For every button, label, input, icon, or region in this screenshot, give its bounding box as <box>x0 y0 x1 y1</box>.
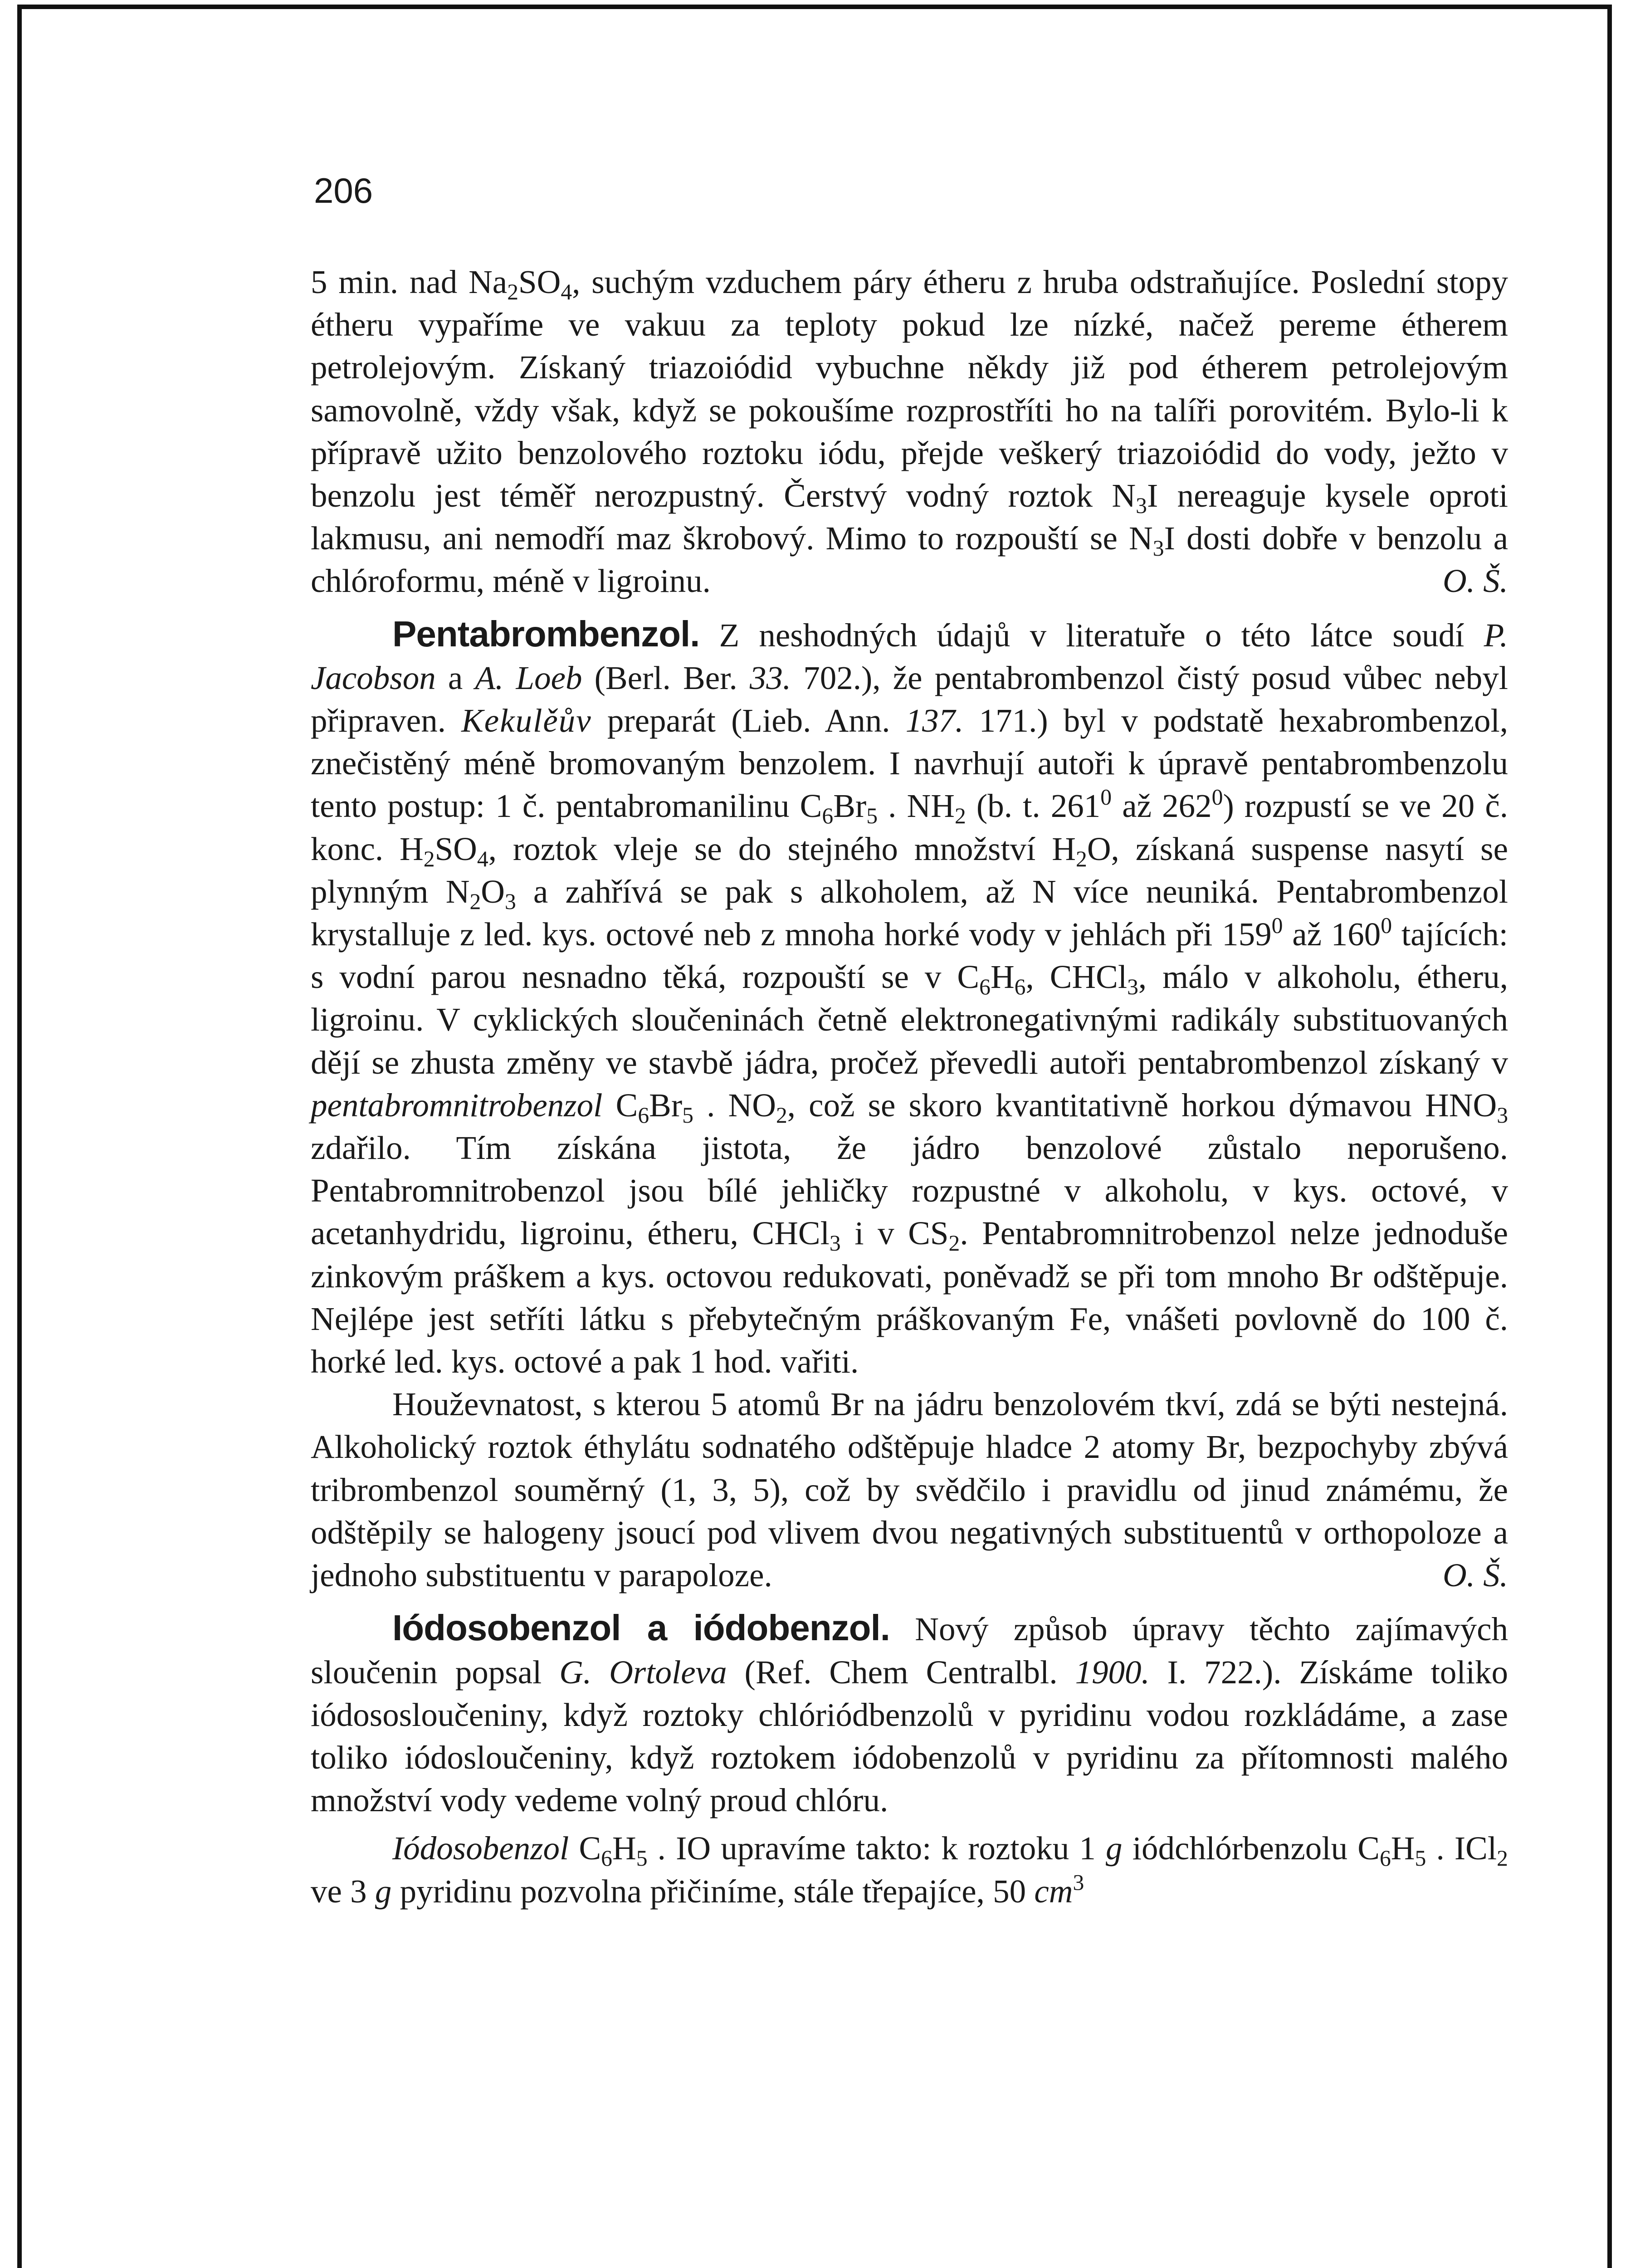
author-signature: O. Š. <box>1443 1557 1508 1594</box>
compound-name: Iódosobenzol <box>392 1830 569 1867</box>
paragraph-triazoiodid: 5 min. nad $Na_2SO_4$, suchým vzduchem páry étheru z hruba odstraňujíce. Poslední stopy étheru vypaříme ve vakuu za teploty pokud lze nízké, načež pereme étherem petrolejovým. Získaný triazoiódid vybuchne někdy již pod étherem petrolejovým samovolně, vždy však, když se pokoušíme rozprostříti ho na talíři porovitém. Bylo-li k přípravě užito benzolového roztoku iódu, přejde veškerý triazoiódid do vody, ježto v benzolu jest téměř nerozpustný. Čerstvý vodný roztok $N_3I$ nereaguje kysele oproti lakmusu, ani nemodří maz škrobový. Mimo to rozpouští se $N_3I$ dosti dobře v benzolu a chlóroformu, méně v ligroinu. O. Š. <box>311 261 1508 603</box>
author-name: P. Jacobson <box>311 616 1508 696</box>
volume-number: 33. <box>749 659 791 696</box>
paragraph-iodosobenzol-preparation: Iódosobenzol $C_6H_5$ . IO upravíme takto: k roztoku 1 g iódchlórbenzolu $C_6H_5$ . ICl$_2$ ve 3 g pyridinu pozvolna přičiníme, stále třepajíce, 50 $cm^3$ <box>311 1830 1508 1910</box>
paragraph-houzevnatost: Houževnatost, s kterou 5 atomů Br na jádru benzolovém tkví, zdá se býti nestejná. Alkoholický roztok éthylátu sodnatého odštěpuje hladce 2 atomy Br, bezpochyby zbývá tribrombenzol souměrný (1, 3, 5), což by svědčilo i pravidlu od jinud známému, že odštěpily se halogeny jsoucí pod vlivem dvou negativných substituentů v orthopoloze a jednoho substituentu v parapoloze. O. Š. <box>311 1383 1508 1597</box>
page-body <box>311 261 1508 1913</box>
page-number: 206 <box>314 171 373 210</box>
compound-name: pentabromnitrobenzol <box>311 1086 603 1124</box>
section-heading-pentabrombenzol: Pentabrombenzol. <box>392 613 700 654</box>
author-signature: O. Š. <box>1443 562 1508 600</box>
author-name: Kekulěův <box>461 702 592 739</box>
author-name: G. Ortoleva <box>559 1653 727 1691</box>
author-name: A. Loeb <box>475 659 582 696</box>
paragraph-iodosobenzol: Iódosobenzol a iódobenzol. Nový způsob úpravy těchto zajímavých sloučenin popsal G. Ortoleva (Ref. Chem Centralbl. 1900. I. 722.). Získáme toliko iódososloučeniny, když roztoky chlóriódbenzolů v pyridinu vodou rozkládáme, a zase toliko iódosloučeniny, když roztokem iódobenzolů v pyridinu za přítomnosti malého množství vody vedeme volný proud chlóru. <box>311 1608 1508 1819</box>
paragraph-pentabrombenzol: Pentabrombenzol. Z neshodných údajů v literatuře o této látce soudí P. Jacobson a A. Loeb (Berl. Ber. 33. 702.), že pentabrombenzol čistý posud vůbec nebyl připraven. Kekulěův preparát (Lieb. Ann. 137. 171.) byl v podstatě hexabrombenzol, znečistěný méně bromovaným benzolem. I navrhují autoři k úpravě pentabrombenzolu tento postup: 1 č. pentabromanilinu $C_6Br_5$ . $NH_2$ (b. t. $261^0$ až $262^0$) rozpustí se ve 20 č. konc. $H_2SO_4$, roztok vleje se do stejného množství $H_2O$, získaná suspense nasytí se plynným $N_2O_3$ a zahřívá se pak s alkoholem, až N více neuniká. Pentabrombenzol krystalluje z led. kys. octové neb z mnoha horké vody v jehlách při $159^0$ až $160^0$ tajících: s vodní parou nesnadno těká, rozpouští se v $C_6H_6$, CHCl$_3$, málo v alkoholu, étheru, ligroinu. V cyklických sloučeninách četně elektronegativnými radikály substituovaných dějí se zhusta změny ve stavbě jádra, pročež převedli autoři pentabrombenzol získaný v pentabromnitrobenzol $C_6Br_5$ . $NO_2$, což se skoro kvantitativně horkou dýmavou $HNO_3$ zdařilo. Tím získána jistota, že jádro benzolové zůstalo neporušeno. Pentabromnitrobenzol jsou bílé jehličky rozpustné v alkoholu, v kys. octové, v acetanhydridu, ligroinu, étheru, CHCl$_3$ i v $CS_2$. Pentabromnitrobenzol nelze jednoduše zinkovým práškem a kys. octovou redukovati, poněvadž se při tom mnoho Br odštěpuje. Nejlépe jest setříti látku s přebytečným práškovaným Fe, vnášeti povlovně do 100 č. horké led. kys. octové a pak 1 hod. vařiti. <box>311 613 1508 1380</box>
volume-number: 137. <box>905 702 964 739</box>
volume-number: 1900. <box>1075 1653 1150 1691</box>
section-heading-iodosobenzol: Iódosobenzol a iódobenzol. <box>392 1608 890 1648</box>
